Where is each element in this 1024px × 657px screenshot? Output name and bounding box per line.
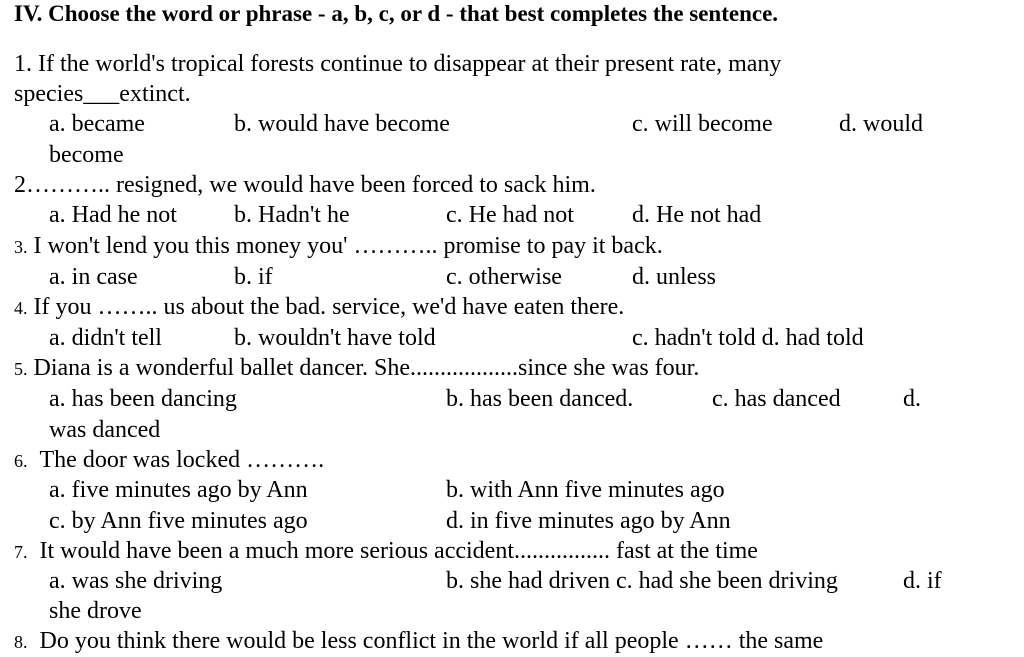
question-6-stem [14, 445, 324, 476]
question-7-option-d-continued: she drove [49, 598, 142, 624]
question-7-option-b-c: b. she had driven c. had she been driving [446, 568, 838, 594]
question-2-option-b: b. Hadn't he [234, 202, 350, 228]
question-4-stem [14, 292, 624, 323]
question-2-option-a: a. Had he not [49, 202, 177, 228]
question-number: 4. [14, 298, 28, 318]
question-1-option-d: d. would [839, 111, 923, 137]
question-text: I won't lend you this money you' ……….. promise to pay it back. [33, 233, 663, 259]
question-4-option-b: b. wouldn't have told [234, 325, 436, 351]
question-7-stem [14, 536, 758, 567]
question-5-option-d-continued: was danced [49, 417, 161, 443]
question-3-stem [14, 231, 663, 262]
question-5-option-d: d. [903, 386, 921, 412]
question-text: If you …….. us about the bad. service, we'd have eaten there. [33, 294, 625, 320]
question-5-option-b: b. has been danced. [446, 386, 634, 412]
question-7-option-d: d. if [903, 568, 942, 594]
question-5-option-a: a. has been dancing [49, 386, 237, 412]
question-1-option-c: c. will become [632, 111, 773, 137]
question-1-option-b: b. would have become [234, 111, 450, 137]
question-1-line-2: species___extinct. [14, 81, 191, 107]
question-1-line-1: 1. If the world's tropical forests continue to disappear at their present rate, many [14, 51, 782, 77]
question-3-option-a: a. in case [49, 264, 138, 290]
question-6-option-d: d. in five minutes ago by Ann [446, 508, 731, 534]
question-3-option-c: c. otherwise [446, 264, 562, 290]
question-text: It would have been a much more serious accident................ fast at the time [39, 538, 758, 564]
question-3-option-b: b. if [234, 264, 273, 290]
question-1-option-d-continued: become [49, 142, 124, 168]
question-4-option-a: a. didn't tell [49, 325, 162, 351]
question-text: Diana is a wonderful ballet dancer. She..................since she was four. [33, 355, 700, 381]
question-text: Do you think there would be less conflict in the world if all people …… the same [39, 628, 824, 654]
question-number: 3. [14, 237, 28, 257]
section-heading: IV. Choose the word or phrase - a, b, c, or d - that best completes the sentence. [14, 1, 779, 26]
question-5-option-c: c. has danced [712, 386, 841, 412]
question-8-stem [14, 626, 823, 657]
question-6-option-b: b. with Ann five minutes ago [446, 477, 725, 503]
question-3-option-d: d. unless [632, 264, 716, 290]
question-5-stem [14, 353, 699, 384]
question-number: 6. [14, 451, 28, 471]
question-number: 8. [14, 632, 28, 652]
question-text: The door was locked ………. [39, 447, 325, 473]
question-number: 2 [14, 172, 26, 198]
question-2-stem [14, 170, 596, 200]
question-text: ……….. resigned, we would have been forced to sack him. [26, 172, 596, 198]
question-number: 7. [14, 542, 28, 562]
question-number: 5. [14, 359, 28, 379]
question-1-option-a: a. became [49, 111, 145, 137]
question-4-option-c-d: c. hadn't told d. had told [632, 325, 864, 351]
question-7-option-a: a. was she driving [49, 568, 223, 594]
question-2-option-d: d. He not had [632, 202, 762, 228]
question-6-option-a: a. five minutes ago by Ann [49, 477, 308, 503]
question-2-option-c: c. He had not [446, 202, 574, 228]
question-6-option-c: c. by Ann five minutes ago [49, 508, 308, 534]
